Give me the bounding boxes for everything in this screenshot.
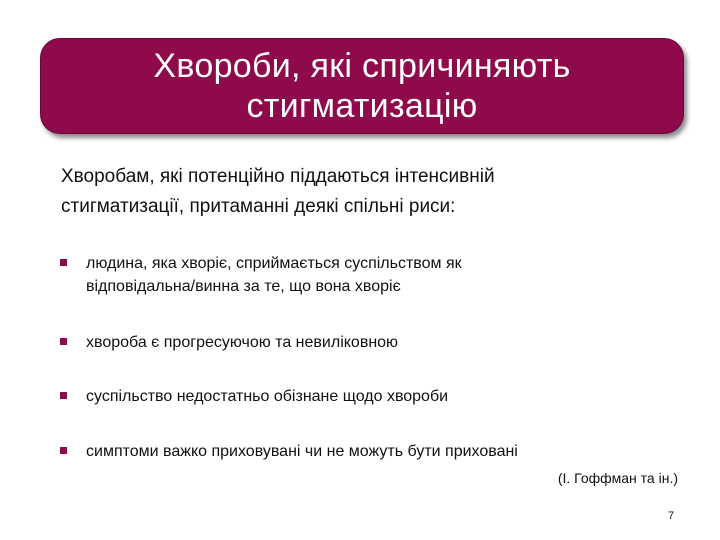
square-bullet-icon bbox=[60, 392, 67, 399]
bullet-text: хвороба є прогресуючою та невиліковною bbox=[86, 334, 399, 351]
square-bullet-icon bbox=[60, 338, 67, 345]
square-bullet-icon bbox=[60, 447, 67, 454]
slide-title: Хвороби, які спричиняють стигматизацію bbox=[153, 47, 571, 125]
bullet-item bbox=[60, 331, 680, 354]
title-banner bbox=[40, 38, 684, 134]
citation: (І. Гоффман та ін.) bbox=[557, 470, 678, 486]
bullet-text: суспільство недостатньо обізнане щодо хвороби bbox=[86, 388, 449, 405]
square-bullet-icon bbox=[60, 259, 67, 266]
bullet-text: симптоми важко приховувані чи не можуть бути приховані bbox=[86, 443, 518, 460]
bullet-text: людина, яка хворіє, сприймається суспільством як відповідальна/винна за те, що вона хворіє bbox=[86, 255, 462, 295]
intro-paragraph: Хворобам, які потенційно піддаються інтенсивній стигматизації, притаманні деякі спільні риси: bbox=[61, 166, 495, 217]
page-number: 7 bbox=[668, 510, 675, 522]
bullet-item bbox=[60, 385, 680, 408]
bullet-item bbox=[60, 440, 680, 463]
bullet-item bbox=[60, 252, 680, 298]
